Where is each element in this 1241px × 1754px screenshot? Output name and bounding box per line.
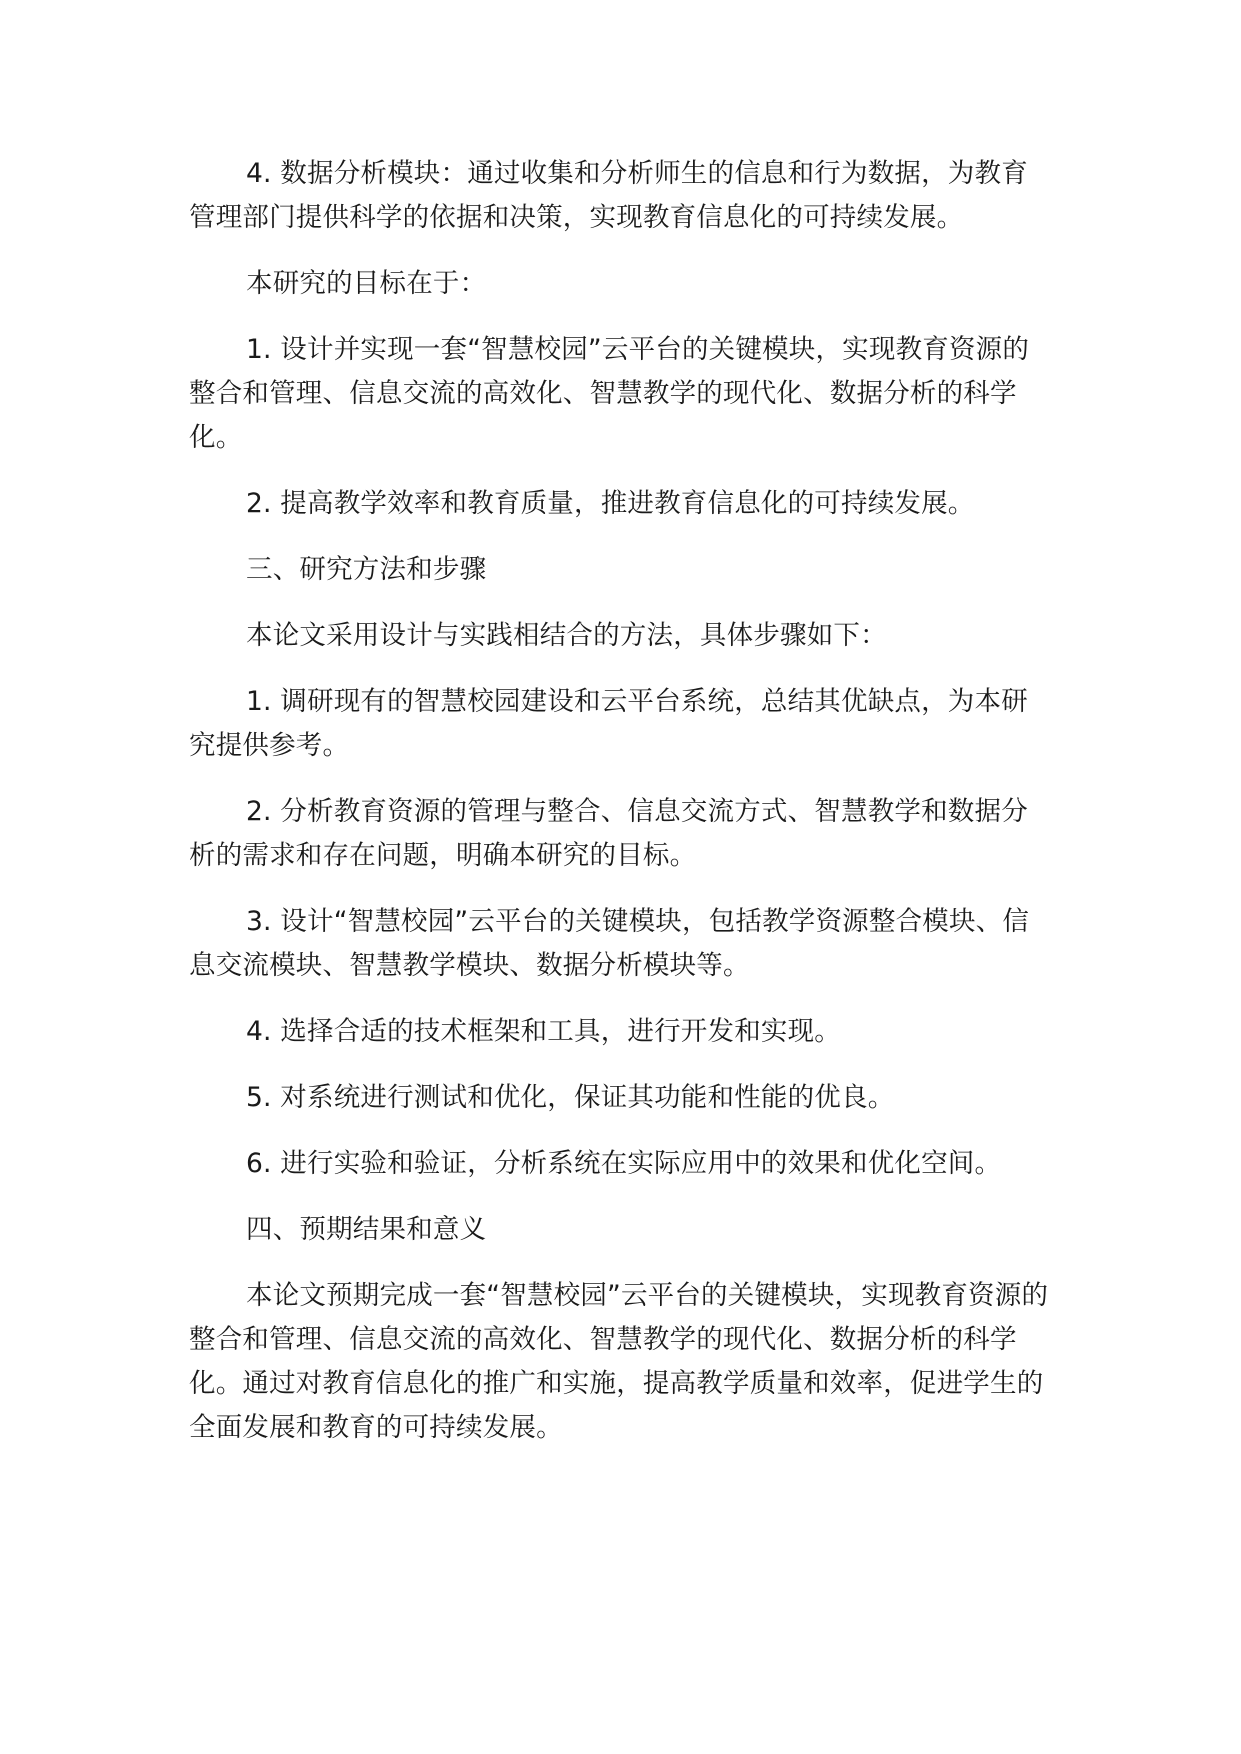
paragraph-step-2: 2. 分析教育资源的管理与整合、信息交流方式、智慧教学和数据分析的需求和存在问题，明确本研究的目标。 xyxy=(189,796,1028,871)
document-body xyxy=(189,152,1049,1472)
section-heading-expected-results: 四、预期结果和意义 xyxy=(246,1214,487,1245)
section-heading-methods: 三、研究方法和步骤 xyxy=(246,554,487,585)
paragraph-research-goal-intro: 本研究的目标在于： xyxy=(246,268,487,299)
paragraph-step-1: 1. 调研现有的智慧校园建设和云平台系统，总结其优缺点，为本研究提供参考。 xyxy=(189,686,1028,761)
paragraph-step-5: 5. 对系统进行测试和优化，保证其功能和性能的优良。 xyxy=(246,1082,895,1113)
paragraph-step-3: 3. 设计“智慧校园”云平台的关键模块，包括教学资源整合模块、信息交流模块、智慧教学模块、数据分析模块等。 xyxy=(189,906,1030,981)
paragraph-step-4: 4. 选择合适的技术框架和工具，进行开发和实现。 xyxy=(246,1016,842,1047)
paragraph-goal-1: 1. 设计并实现一套“智慧校园”云平台的关键模块，实现教育资源的整合和管理、信息交流的高效化、智慧教学的现代化、数据分析的科学化。 xyxy=(189,334,1030,453)
paragraph-step-6: 6. 进行实验和验证，分析系统在实际应用中的效果和优化空间。 xyxy=(246,1148,1002,1179)
paragraph-methods-intro: 本论文采用设计与实践相结合的方法，具体步骤如下： xyxy=(246,620,887,651)
paragraph-expected-results: 本论文预期完成一套“智慧校园”云平台的关键模块，实现教育资源的整合和管理、信息交流的高效化、智慧教学的现代化、数据分析的科学化。通过对教育信息化的推广和实施，提高教学质量和效率，促进学生的全面发展和教育的可持续发展。 xyxy=(189,1280,1049,1443)
paragraph-goal-2: 2. 提高教学效率和教育质量，推进教育信息化的可持续发展。 xyxy=(246,488,975,519)
paragraph-data-analysis-module: 4. 数据分析模块：通过收集和分析师生的信息和行为数据，为教育管理部门提供科学的依据和决策，实现教育信息化的可持续发展。 xyxy=(189,158,1028,233)
